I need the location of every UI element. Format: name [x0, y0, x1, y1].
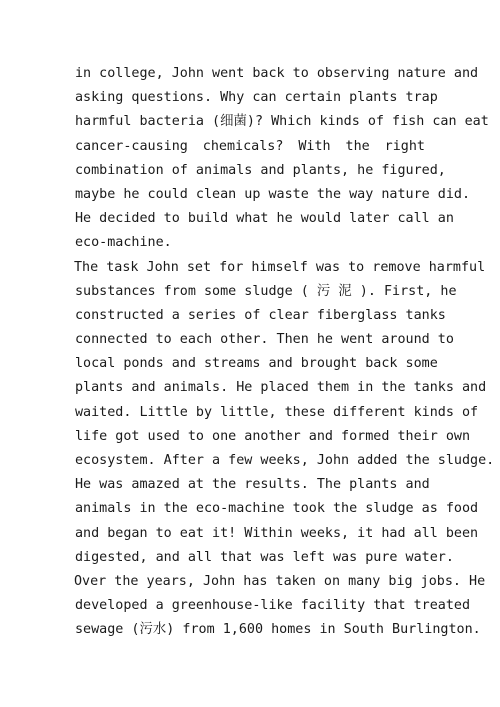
- text-line: ecosystem. After a few weeks, John added the sludge.: [75, 453, 495, 468]
- text-line: and began to eat it! Within weeks, it had all been: [75, 525, 479, 541]
- text-line: sewage (污水) from 1,600 homes in South Burlington.: [75, 622, 481, 638]
- text-line: plants and animals. He placed them in the tanks and: [75, 380, 487, 396]
- text-line: developed a greenhouse-like facility that treated: [75, 598, 471, 614]
- text-line: local ponds and streams and brought back some: [75, 356, 438, 372]
- text-line: He was amazed at the results. The plants and: [75, 477, 430, 493]
- text-line: combination of animals and plants, he figured,: [75, 162, 446, 178]
- text-line: connected to each other. Then he went around to: [75, 332, 454, 348]
- text-line: harmful bacteria (细菌)? Which kinds of fish can eat: [75, 114, 489, 130]
- text-line: waited. Little by little, these different kinds of: [75, 404, 479, 420]
- text-line: cancer-causing chemicals? With the right: [75, 138, 425, 154]
- paragraph-start-line: The task John set for himself was to remove harmful: [74, 259, 486, 275]
- text-line: life got used to one another and formed their own: [75, 428, 471, 444]
- text-line: digested, and all that was left was pure water.: [75, 549, 454, 565]
- text-line: maybe he could clean up waste the way nature did.: [75, 186, 471, 202]
- text-line: substances from some sludge ( 污 泥 ). First, he: [75, 283, 457, 299]
- text-line: animals in the eco-machine took the sludge as food: [75, 501, 479, 517]
- paragraph-start-line: Over the years, John has taken on many big jobs. He: [74, 573, 486, 589]
- text-line: constructed a series of clear fiberglass tanks: [75, 307, 446, 323]
- text-line: eco-machine.: [75, 235, 172, 251]
- text-line: asking questions. Why can certain plants trap: [75, 90, 438, 106]
- text-line: in college, John went back to observing nature and: [75, 66, 479, 81]
- text-line: He decided to build what he would later call an: [75, 211, 454, 227]
- body-text: [74, 62, 495, 643]
